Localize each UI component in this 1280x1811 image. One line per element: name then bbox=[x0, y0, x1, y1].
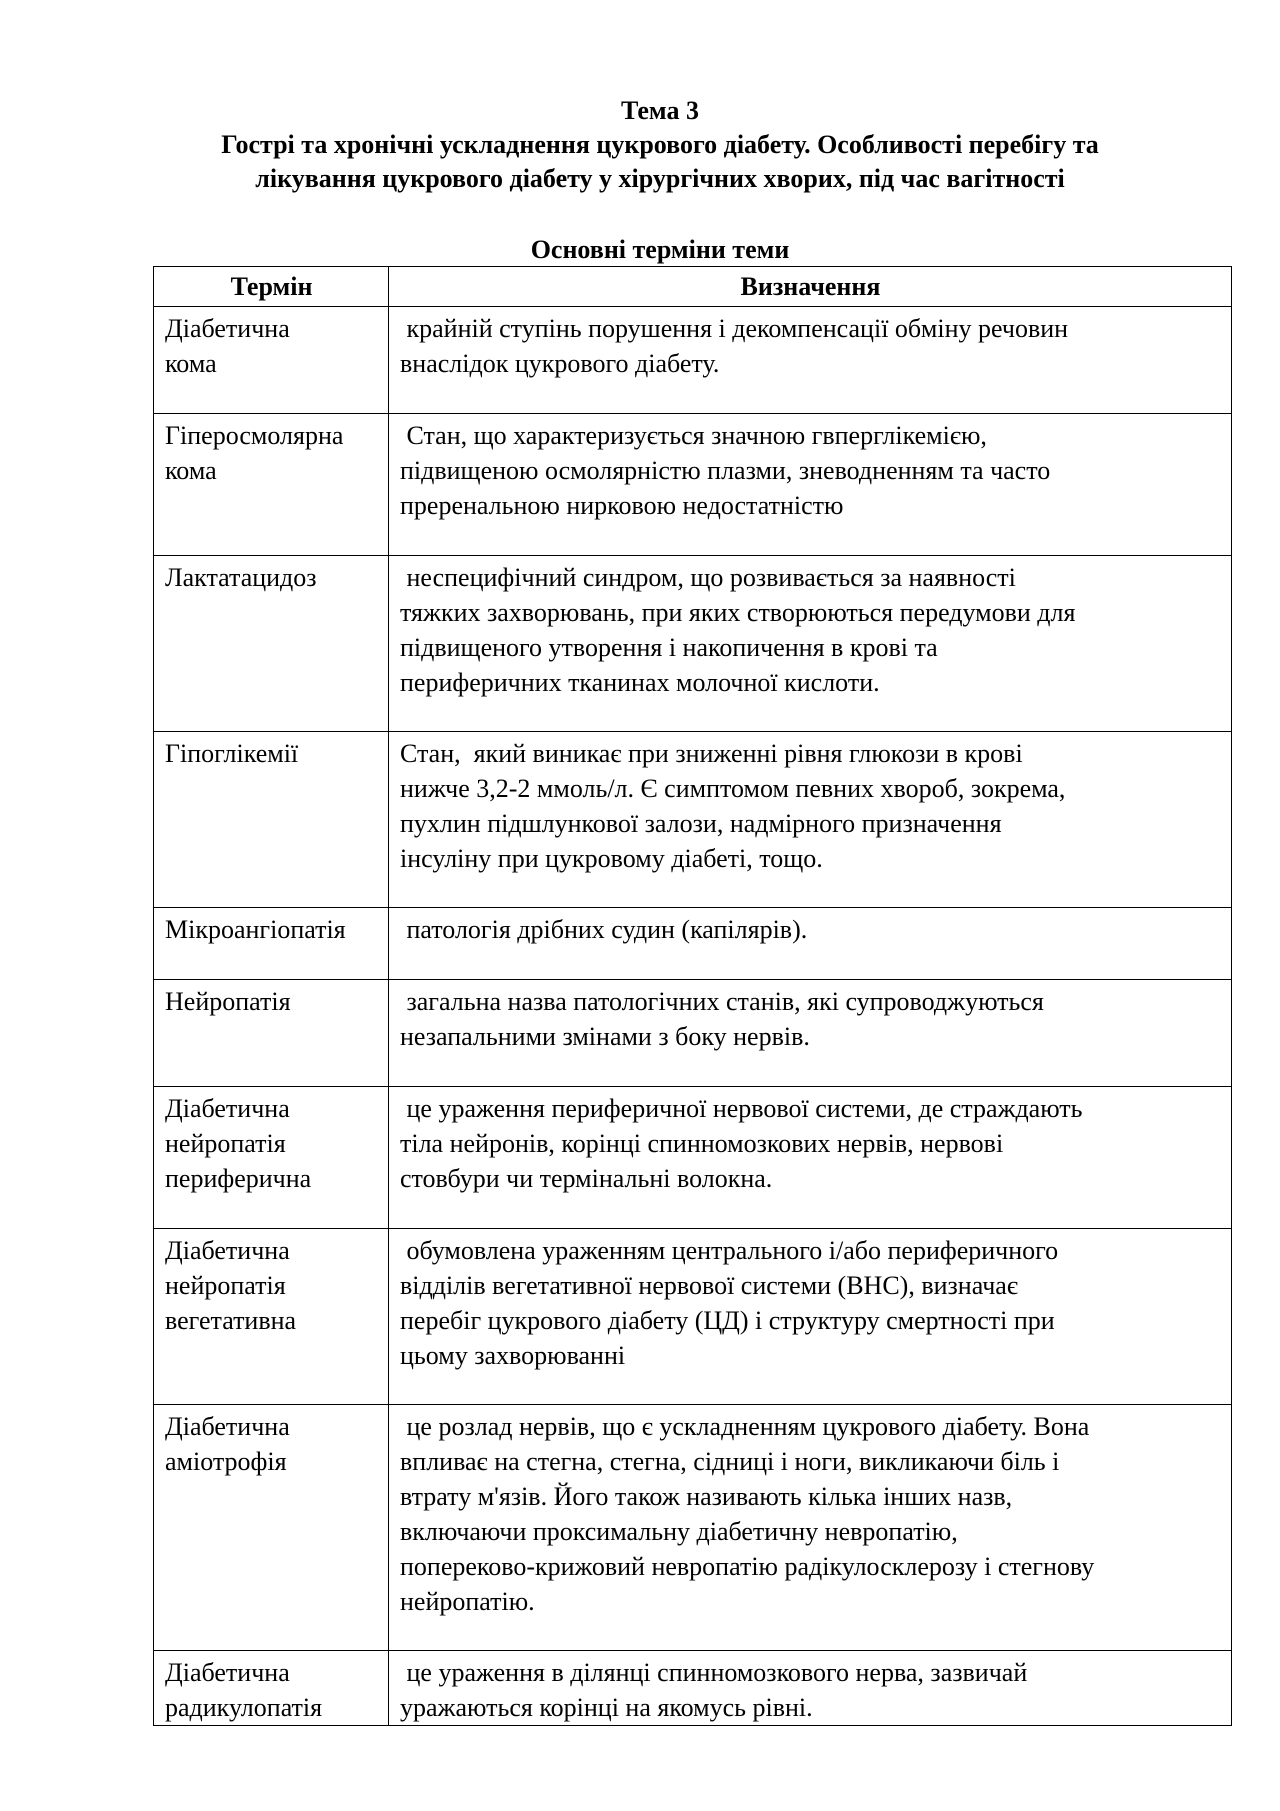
term-cell bbox=[154, 980, 389, 1087]
term-line: Діабетична bbox=[165, 1412, 290, 1441]
definition-cell bbox=[389, 1405, 1232, 1651]
table-row bbox=[154, 1651, 1232, 1726]
definition-line: стовбури чи термінальні волокна. bbox=[400, 1164, 773, 1193]
term-line: Гіперосмолярна bbox=[165, 421, 344, 450]
term-cell bbox=[154, 556, 389, 732]
table-row bbox=[154, 1087, 1232, 1229]
column-header-definition: Визначення bbox=[389, 267, 1232, 307]
definition-line: це ураження в ділянці спинномозкового нерва, зазвичай bbox=[406, 1658, 1028, 1687]
term-line: кома bbox=[165, 456, 217, 485]
term-line: Нейропатія bbox=[165, 987, 291, 1016]
term-cell bbox=[154, 1651, 389, 1726]
definition-cell bbox=[389, 307, 1232, 414]
term-line: нейропатія bbox=[165, 1271, 286, 1300]
table-body bbox=[154, 307, 1232, 1726]
definition-line: периферичних тканинах молочної кислоти. bbox=[400, 668, 880, 697]
definition-line: обумовлена ураженням центрального і/або периферичного bbox=[406, 1236, 1059, 1265]
term-cell bbox=[154, 414, 389, 556]
term-line: вегетативна bbox=[165, 1306, 297, 1335]
term-line: Мікроангіопатія bbox=[165, 915, 346, 944]
definition-line: незапальними змінами з боку нервів. bbox=[400, 1022, 810, 1051]
definition-line: втрату м'язів. Його також називають кілька інших назв, bbox=[400, 1482, 1013, 1511]
definition-cell bbox=[389, 732, 1232, 908]
definition-line: впливає на стегна, стегна, сідниці і ноги, викликаючи біль і bbox=[400, 1447, 1060, 1476]
definition-cell bbox=[389, 556, 1232, 732]
definition-line: перебіг цукрового діабету (ЦД) і структуру смертності при bbox=[400, 1306, 1055, 1335]
terms-table bbox=[153, 266, 1232, 1726]
table-row bbox=[154, 556, 1232, 732]
table-row bbox=[154, 732, 1232, 908]
table-row bbox=[154, 980, 1232, 1087]
term-line: Діабетична bbox=[165, 314, 290, 343]
term-line: Діабетична bbox=[165, 1094, 290, 1123]
definition-line: уражаються корінці на якомусь рівні. bbox=[400, 1693, 813, 1722]
definition-line: нейропатію. bbox=[400, 1587, 535, 1616]
definition-cell bbox=[389, 1651, 1232, 1726]
term-cell bbox=[154, 307, 389, 414]
definition-line: тяжких захворювань, при яких створюються передумови для bbox=[400, 598, 1076, 627]
term-cell bbox=[154, 1229, 389, 1405]
table-header-row bbox=[154, 267, 1232, 307]
term-line: кома bbox=[165, 349, 217, 378]
definition-line: патологія дрібних судин (капілярів). bbox=[406, 915, 808, 944]
definition-line: підвищеного утворення і накопичення в крові та bbox=[400, 633, 938, 662]
topic-title bbox=[120, 128, 1200, 196]
term-line: Діабетична bbox=[165, 1236, 290, 1265]
term-line: аміотрофія bbox=[165, 1447, 287, 1476]
term-line: Гіпоглікемії bbox=[165, 739, 299, 768]
definition-line: крайній ступінь порушення і декомпенсації обміну речовин bbox=[406, 314, 1069, 343]
topic-heading: Тема 3 bbox=[621, 96, 699, 125]
definition-line: відділів вегетативної нервової системи (ВНС), визначає bbox=[400, 1271, 1018, 1300]
column-header-term: Термін bbox=[154, 267, 389, 307]
term-cell bbox=[154, 732, 389, 908]
term-line: Лактатацидоз bbox=[165, 563, 317, 592]
definition-line: Стан, що характеризується значною гвперглікемією, bbox=[406, 421, 987, 450]
definition-cell bbox=[389, 414, 1232, 556]
table-row bbox=[154, 1405, 1232, 1651]
topic-title-line-1: Гострі та хронічні ускладнення цукрового діабету. Особливості перебігу та bbox=[221, 130, 1099, 159]
definition-line: нижче 3,2-2 ммоль/л. Є симптомом певних хвороб, зокрема, bbox=[400, 774, 1066, 803]
definition-line: пухлин підшлункової залози, надмірного призначення bbox=[400, 809, 1002, 838]
topic-title-line-2: лікування цукрового діабету у хірургічних хворих, під час вагітності bbox=[255, 164, 1065, 193]
term-cell bbox=[154, 908, 389, 980]
definition-cell bbox=[389, 1229, 1232, 1405]
term-cell bbox=[154, 1405, 389, 1651]
definition-line: попереково-крижовий невропатію радікулосклерозу і стегнову bbox=[400, 1552, 1095, 1581]
definition-cell bbox=[389, 908, 1232, 980]
definition-line: неспецифічний синдром, що розвивається за наявності bbox=[406, 563, 1016, 592]
term-line: нейропатія bbox=[165, 1129, 286, 1158]
definition-line: тіла нейронів, корінці спинномозкових нервів, нервові bbox=[400, 1129, 1004, 1158]
definition-line: Стан, який виникає при зниженні рівня глюкози в крові bbox=[400, 739, 1023, 768]
section-title: Основні терміни теми bbox=[530, 235, 790, 264]
table-row bbox=[154, 414, 1232, 556]
definition-line: це ураження периферичної нервової системи, де страждають bbox=[406, 1094, 1083, 1123]
definition-cell bbox=[389, 980, 1232, 1087]
definition-line: підвищеною осмолярністю плазми, зневодненням та часто bbox=[400, 456, 1051, 485]
table-row bbox=[154, 1229, 1232, 1405]
table-row bbox=[154, 307, 1232, 414]
table-row bbox=[154, 908, 1232, 980]
term-line: периферична bbox=[165, 1164, 312, 1193]
term-line: Діабетична bbox=[165, 1658, 290, 1687]
definition-cell bbox=[389, 1087, 1232, 1229]
definition-line: внаслідок цукрового діабету. bbox=[400, 349, 720, 378]
definition-line: загальна назва патологічних станів, які супроводжуються bbox=[406, 987, 1044, 1016]
definition-line: цьому захворюванні bbox=[400, 1341, 626, 1370]
definition-line: інсуліну при цукровому діабеті, тощо. bbox=[400, 844, 823, 873]
definition-line: включаючи проксимальну діабетичну невропатію, bbox=[400, 1517, 958, 1546]
definition-line: преренальною нирковою недостатністю bbox=[400, 491, 844, 520]
term-line: радикулопатія bbox=[165, 1693, 323, 1722]
definition-line: це розлад нервів, що є ускладненням цукрового діабету. Вона bbox=[406, 1412, 1090, 1441]
term-cell bbox=[154, 1087, 389, 1229]
